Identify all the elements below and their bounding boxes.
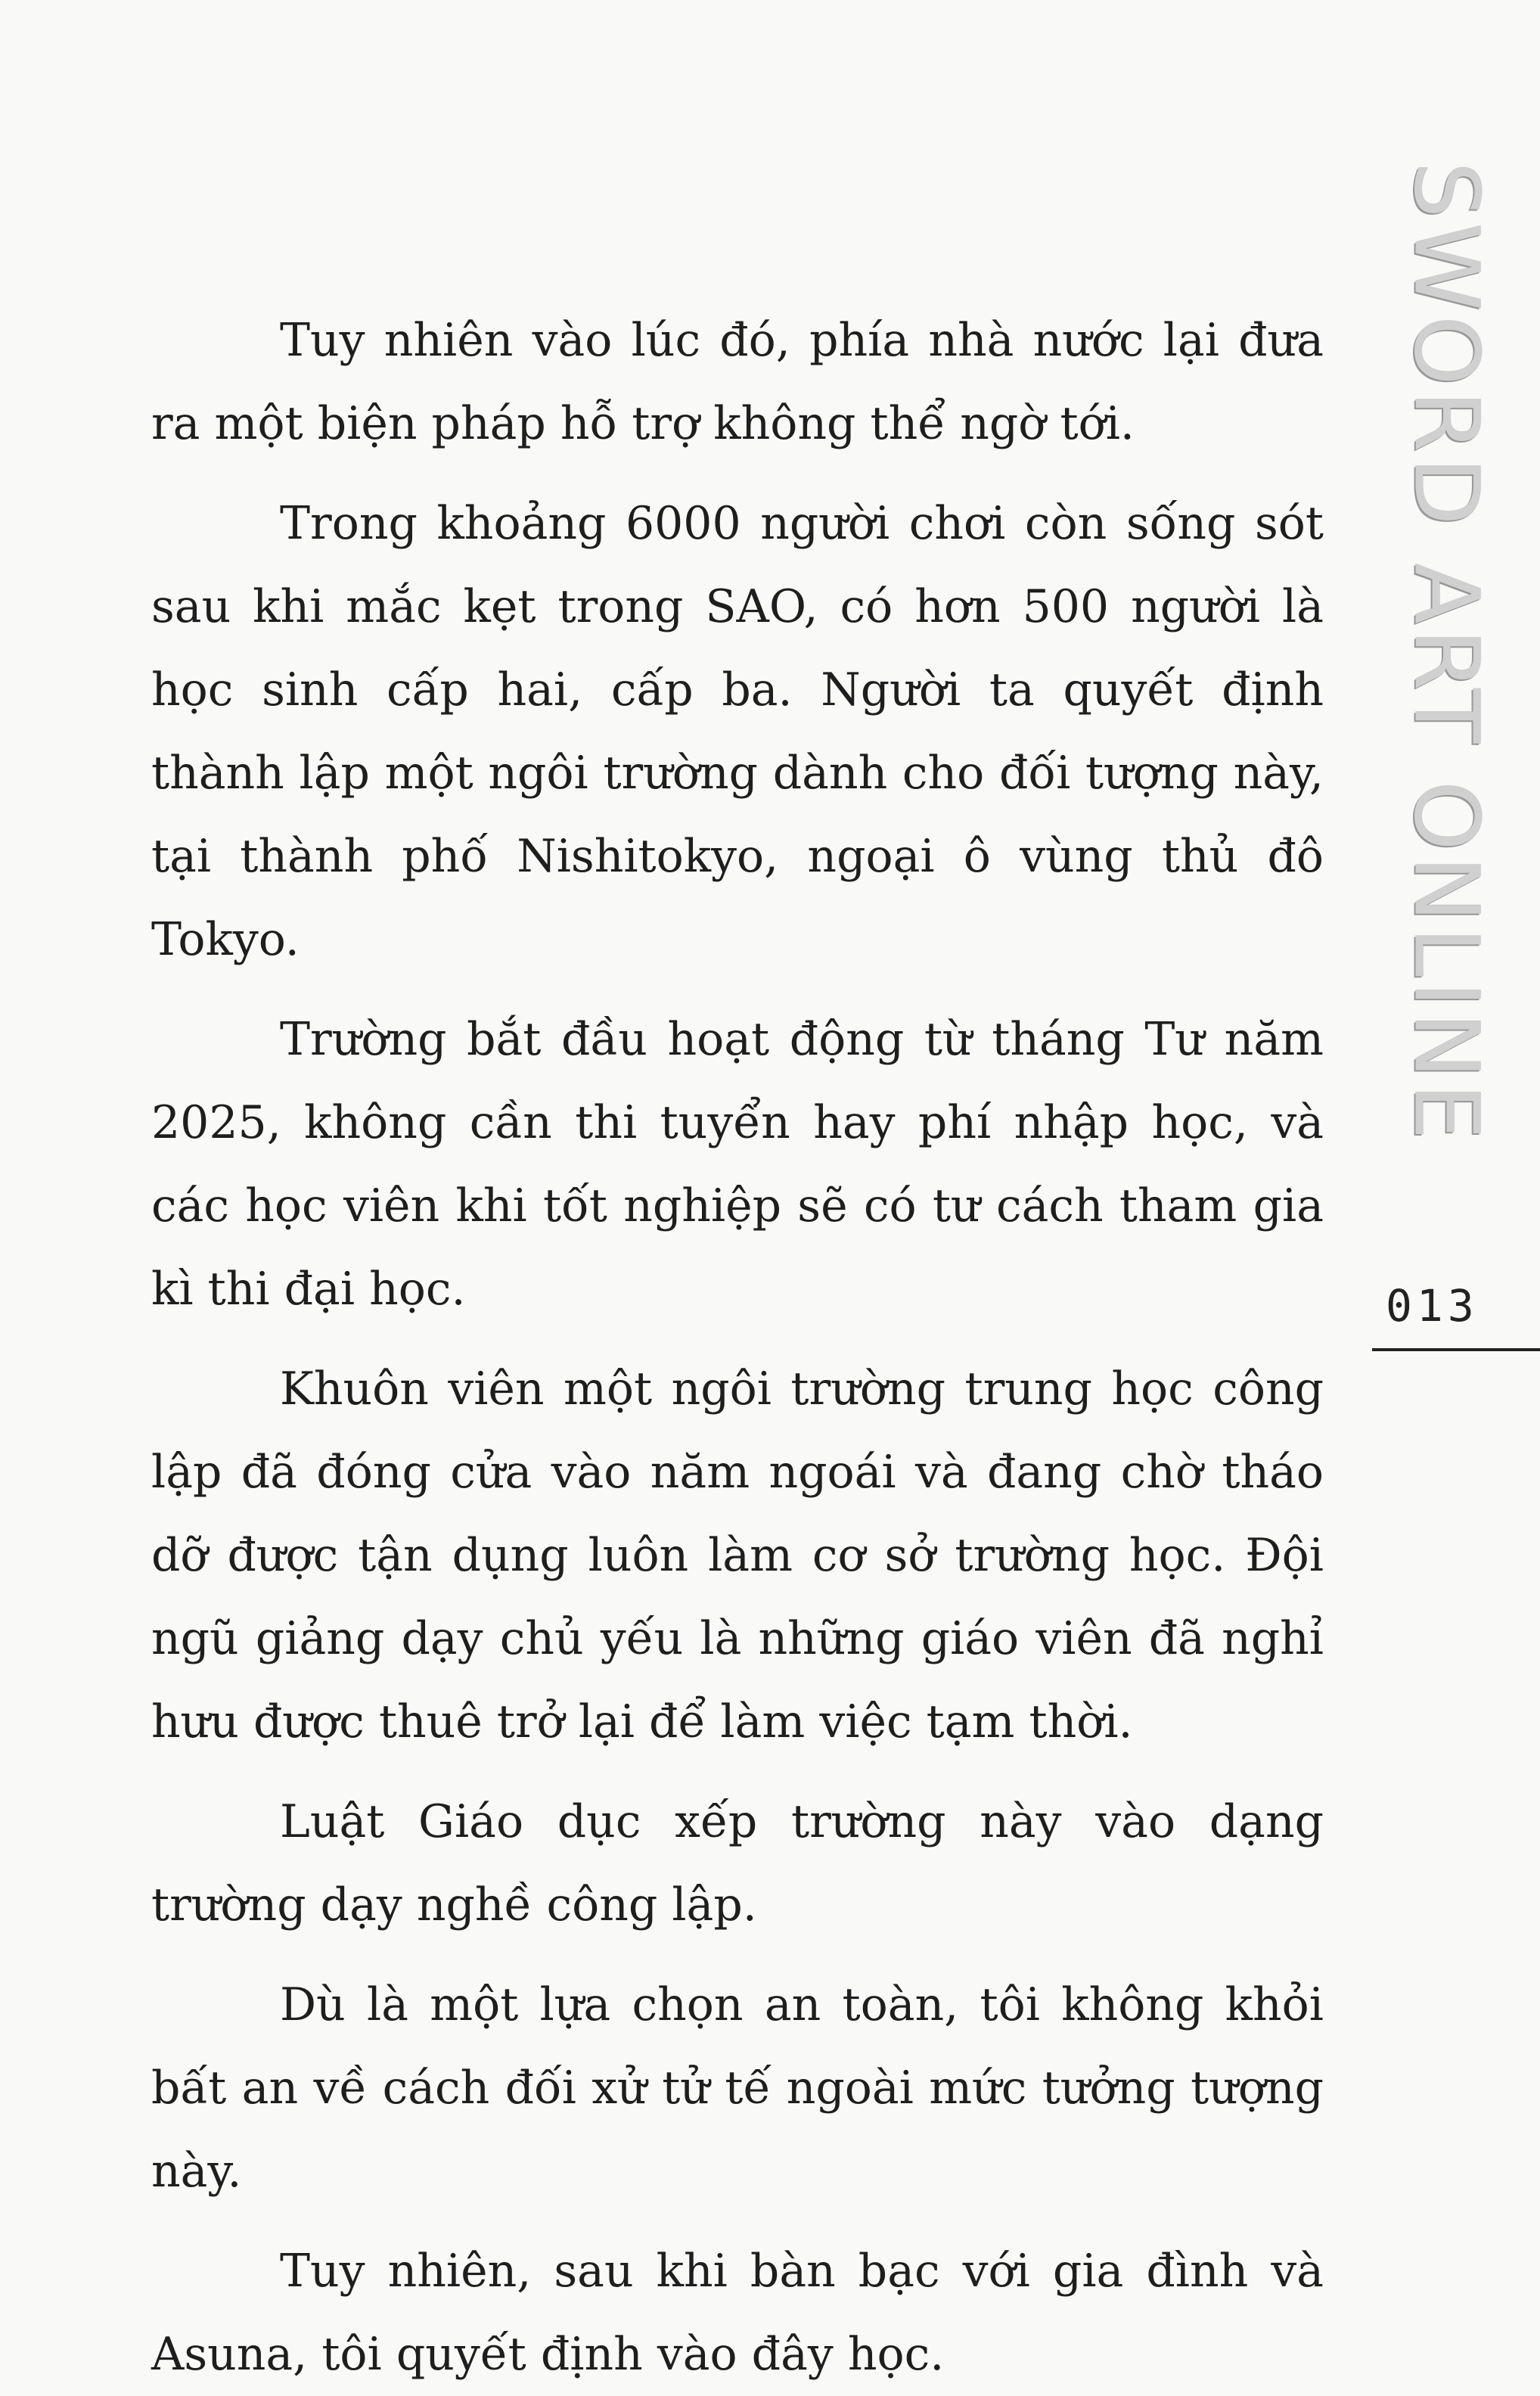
paragraph: Tuy nhiên, sau khi bàn bạc với gia đình và Asuna, tôi quyết định vào đây học. [151, 2245, 1324, 2381]
paragraph: Trong khoảng 6000 người chơi còn sống sót sau khi mắc kẹt trong SAO, có hơn 500 người là học sinh cấp hai, cấp ba. Người ta quyết định thành lập một ngôi trường dành cho đối tượng này, tại thành phố Nishitokyo, ngoại ô vùng thủ đô Tokyo. [151, 497, 1324, 966]
paragraph: Khuôn viên một ngôi trường trung học công lập đã đóng cửa vào năm ngoái và đang chờ tháo dỡ được tận dụng luôn làm cơ sở trường học. Đội ngũ giảng dạy chủ yếu là những giáo viên đã nghỉ hưu được thuê trở lại để làm việc tạm thời. [151, 1363, 1324, 1748]
body-text [151, 299, 1324, 2396]
page-number-rule [1372, 1348, 1540, 1351]
side-title [1395, 59, 1500, 1247]
paragraph: Dù là một lựa chọn an toàn, tôi không khỏi bất an về cách đối xử tử tế ngoài mức tưởng tượng này. [151, 1978, 1324, 2198]
side-title-text: SWORD ART ONLINE [1395, 161, 1500, 1145]
paragraph: Luật Giáo dục xếp trường này vào dạng trường dạy nghề công lập. [151, 1795, 1324, 1931]
paragraph: Trường bắt đầu hoạt động từ tháng Tư năm 2025, không cần thi tuyển hay phí nhập học, và các học viên khi tốt nghiệp sẽ có tư cách tham gia kì thi đại học. [151, 1013, 1324, 1316]
page-number: 013 [1386, 1280, 1479, 1332]
paragraph: Tuy nhiên vào lúc đó, phía nhà nước lại đưa ra một biện pháp hỗ trợ không thể ngờ tới. [151, 314, 1324, 450]
